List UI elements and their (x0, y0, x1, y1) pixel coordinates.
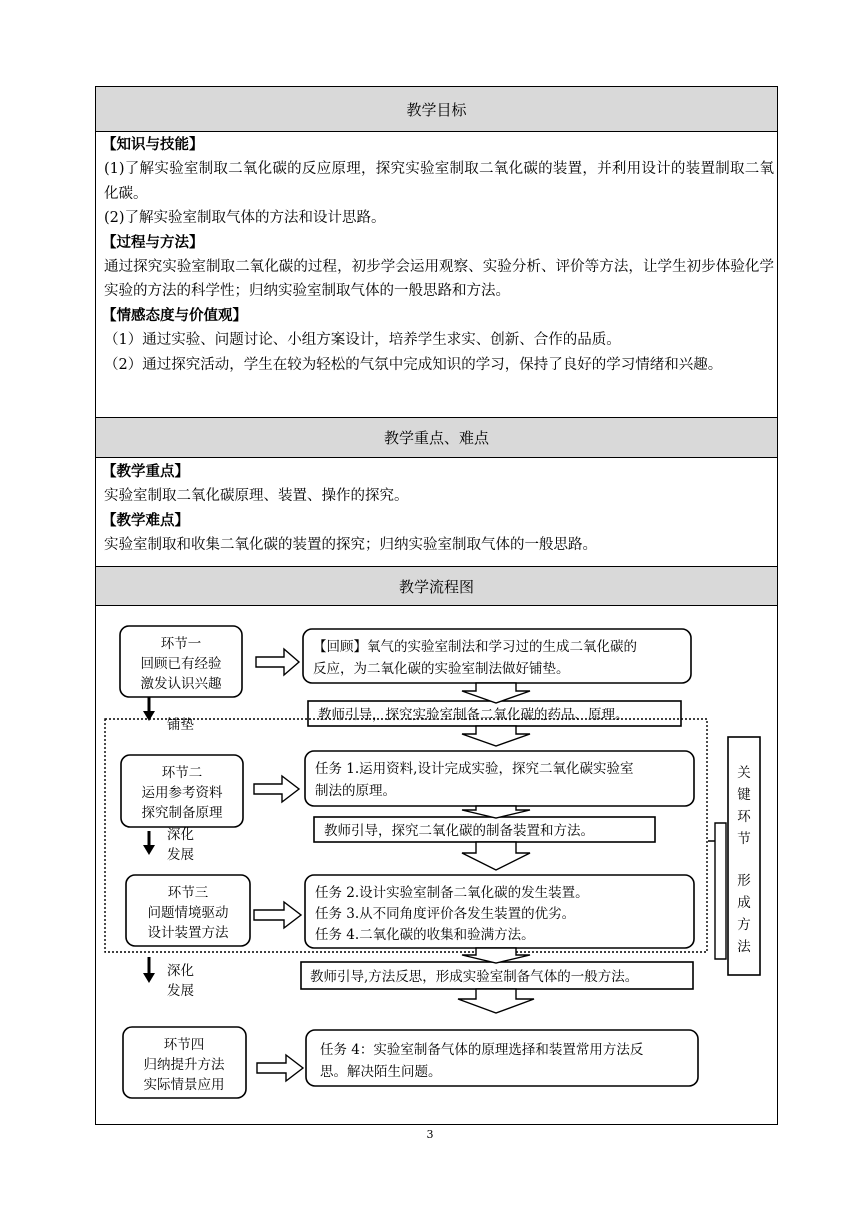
key-point-title: 【教学重点】 (102, 463, 189, 480)
guide1-text: 教师引导，探究实验室制备二氧化碳的药品、原理。 (318, 707, 629, 723)
side-char-8: 法 (737, 939, 751, 955)
flowchart-header: 教学流程图 (96, 566, 777, 606)
attitude-values-title: 【情感态度与价值观】 (102, 306, 247, 324)
task3-line2: 任务 3.从不同角度评价各发生装置的优劣。 (315, 906, 576, 922)
side-char-6: 成 (737, 895, 751, 911)
stage3-line3: 设计装置方法 (147, 925, 229, 941)
side-char-5: 形 (737, 873, 751, 889)
side-pointer (708, 823, 726, 959)
guide3-text: 教师引导,方法反思，形成实验室制备气体的一般方法。 (310, 969, 639, 985)
stage1-line3: 激发认识兴趣 (140, 676, 222, 692)
arrow-right-3 (254, 902, 301, 928)
arrow-down-3 (462, 948, 530, 963)
side-char-7: 方 (737, 917, 751, 933)
knowledge-item-2: (2)了解实验室制取气体的方法和设计思路。 (104, 210, 386, 227)
task2-line1: 任务 1.运用资料,设计完成实验，探究二氧化碳实验室 (315, 761, 634, 777)
stage3-line1: 环节三 (167, 885, 209, 901)
key-points-section (104, 460, 774, 558)
side-char-3: 环 (737, 809, 751, 825)
key-points-header: 教学重点、难点 (96, 417, 777, 458)
solid-arrow-2-head (143, 845, 155, 855)
task4-line1: 任务 4：实验室制备气体的原理选择和装置常用方法反 (320, 1042, 644, 1058)
process-method-title: 【过程与方法】 (102, 233, 204, 251)
arrow-right-1 (256, 649, 299, 675)
label-pudian: 铺垫 (167, 717, 194, 733)
arrow-right-2 (254, 776, 299, 802)
stage4-line1: 环节四 (163, 1037, 205, 1053)
process-method-text: 通过探究实验室制取二氧化碳的过程，初步学会运用观察、实验分析、评价等方法，让学生初步体验化学实验的方法的科学性；归纳实验室制取气体的一般思路和方法。 (104, 259, 774, 300)
attitude-item-1: （1）通过实验、问题讨论、小组方案设计，培养学生求实、创新、合作的品质。 (104, 332, 621, 349)
guide2-text: 教师引导，探究二氧化碳的制备装置和方法。 (324, 823, 594, 839)
side-char-4: 节 (737, 831, 751, 847)
task1-line1: 【回顾】氧气的实验室制法和学习过的生成二氧化碳的 (313, 639, 637, 655)
label-deepen-2b: 发展 (167, 983, 194, 999)
difficulty-title: 【教学难点】 (102, 511, 189, 529)
stage4-line2: 归纳提升方法 (143, 1057, 225, 1073)
arrow-down-1 (462, 683, 530, 703)
stage2-line3: 探究制备原理 (141, 805, 223, 821)
stage4-line3: 实际情景应用 (143, 1077, 225, 1093)
label-deepen-2a: 深化 (167, 963, 194, 979)
stage1-line2: 回顾已有经验 (140, 656, 222, 672)
stage2-line1: 环节二 (161, 765, 203, 781)
task4-line2: 思。解决陌生问题。 (320, 1064, 442, 1080)
stage2-line2: 运用参考资料 (141, 785, 223, 801)
goals-section (104, 133, 774, 377)
knowledge-skills-title: 【知识与技能】 (102, 136, 204, 153)
arrow-down-1b (462, 726, 530, 746)
task3-line3: 任务 4.二氧化碳的收集和验满方法。 (315, 927, 535, 943)
task2-line2: 制法的原理。 (315, 783, 396, 799)
solid-arrow-3-head (143, 973, 155, 983)
lesson-plan-table (95, 86, 778, 1125)
task3-line1: 任务 2.设计实验室制备二氧化碳的发生装置。 (315, 885, 589, 901)
goals-header: 教学目标 (96, 87, 777, 132)
attitude-item-2: （2）通过探究活动，学生在较为轻松的气氛中完成知识的学习，保持了良好的学习情绪和兴趣。 (104, 356, 723, 373)
stage1-line1: 环节一 (160, 636, 202, 652)
label-deepen-1b: 发展 (167, 847, 194, 863)
side-char-1: 关 (737, 765, 751, 781)
flowchart (96, 605, 777, 1123)
arrow-right-4 (257, 1055, 303, 1081)
arrow-down-3b (458, 989, 534, 1013)
arrow-down-2b (462, 842, 530, 870)
difficulty-text: 实验室制取和收集二氧化碳的装置的探究；归纳实验室制取气体的一般思路。 (104, 537, 597, 554)
stage3-line2: 问题情境驱动 (147, 905, 229, 921)
task1-line2: 反应，为二氧化碳的实验室制法做好铺垫。 (313, 661, 570, 677)
knowledge-item-1: (1)了解实验室制取二氧化碳的反应原理，探究实验室制取二氧化碳的装置，并利用设计的装置制取二氧化碳。 (104, 161, 774, 202)
side-char-2: 键 (737, 787, 751, 803)
page-number: 3 (426, 1128, 434, 1141)
key-point-text: 实验室制取二氧化碳原理、装置、操作的探究。 (104, 488, 409, 505)
label-deepen-1a: 深化 (167, 827, 194, 843)
